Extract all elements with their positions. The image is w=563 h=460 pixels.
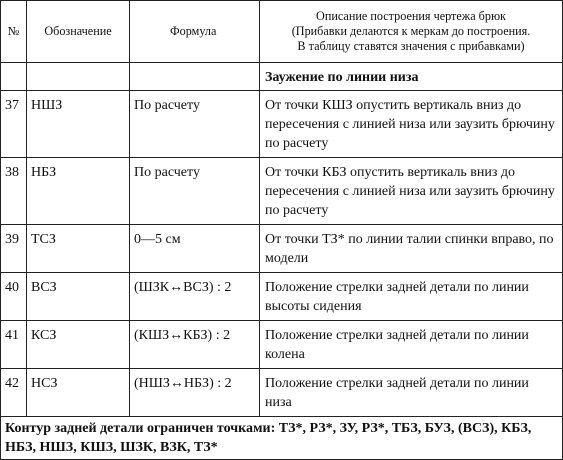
row-num: 41 — [1, 321, 27, 369]
section-title: Заужение по линии низа — [260, 63, 563, 91]
row-description: От точки КШЗ опустить вертикаль вниз до пересечения с линией низа или заузить брючину по расчету — [260, 91, 563, 158]
section-row — [1, 63, 563, 91]
row-num: 39 — [1, 225, 27, 273]
row-formula: (КШЗ↔КБЗ) : 2 — [130, 321, 260, 369]
row-num: 37 — [1, 91, 27, 158]
row-formula: (ШЗК↔ВСЗ) : 2 — [130, 273, 260, 321]
row-description: Положение стрелки задней детали по линии низа — [260, 369, 563, 417]
header-description — [260, 1, 563, 63]
section-empty-cell — [1, 63, 27, 91]
row-description: Положение стрелки задней детали по линии колена — [260, 321, 563, 369]
table-row — [1, 321, 563, 369]
section-empty-cell — [27, 63, 130, 91]
row-formula: 0—5 см — [130, 225, 260, 273]
row-designation: ТСЗ — [27, 225, 130, 273]
header-designation: Обозначение — [27, 1, 130, 63]
section-empty-cell — [130, 63, 260, 91]
header-num: № — [1, 1, 27, 63]
row-formula: По расчету — [130, 158, 260, 225]
contour-footer: Контур задней детали ограничен точками: ТЗ*, РЗ*, ЗУ, РЗ*, ТБЗ, БУЗ, (ВСЗ), КБЗ, НБЗ, НШЗ, КШЗ, ШЗК, ВЗК, ТЗ* — [1, 417, 563, 460]
row-designation: НШЗ — [27, 91, 130, 158]
row-description: От точки ТЗ* по линии талии спинки вправо, по модели — [260, 225, 563, 273]
row-designation: НБЗ — [27, 158, 130, 225]
row-designation: ВСЗ — [27, 273, 130, 321]
table-row — [1, 158, 563, 225]
row-num: 40 — [1, 273, 27, 321]
header-description-line: (Прибавки делаются к меркам до построения. — [291, 24, 531, 38]
row-formula: По расчету — [130, 91, 260, 158]
header-description-line: Описание построения чертежа брюк — [316, 9, 506, 23]
row-num: 42 — [1, 369, 27, 417]
header-formula: Формула — [130, 1, 260, 63]
row-description: Положение стрелки задней детали по линии высоты сидения — [260, 273, 563, 321]
table-row — [1, 369, 563, 417]
table-row — [1, 91, 563, 158]
row-description: От точки КБЗ опустить вертикаль вниз до пересечения с линией низа или заузить брючину по расчету — [260, 158, 563, 225]
row-formula: (НШЗ↔НБЗ) : 2 — [130, 369, 260, 417]
row-num: 38 — [1, 158, 27, 225]
table-row — [1, 273, 563, 321]
header-description-line: В таблицу ставятся значения с прибавками) — [297, 39, 525, 53]
row-designation: КСЗ — [27, 321, 130, 369]
footer-row — [1, 417, 563, 460]
header-row — [1, 1, 563, 63]
table-row — [1, 225, 563, 273]
row-designation: НСЗ — [27, 369, 130, 417]
